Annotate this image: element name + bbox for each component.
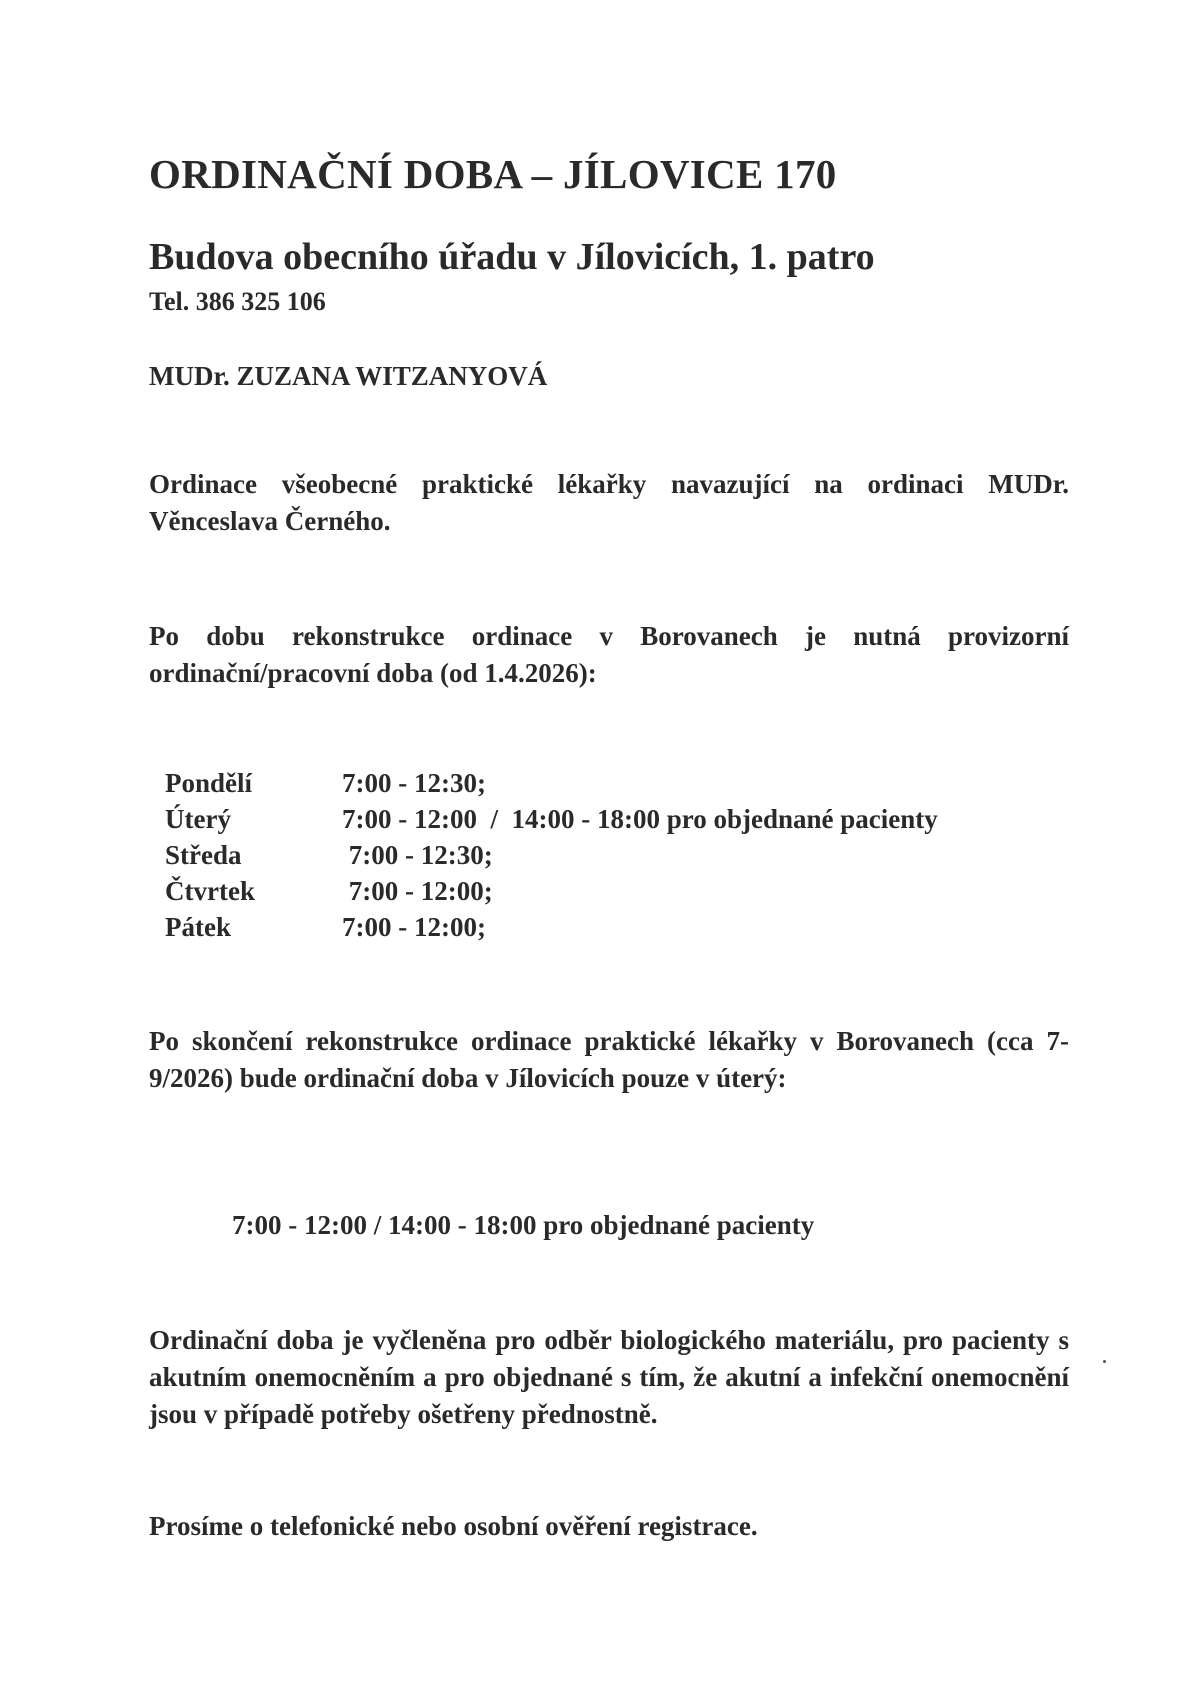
purpose-paragraph: Ordinační doba je vyčleněna pro odběr biologického materiálu, pro pacienty s akutním onemocněním a pro objednané s tím, že akutní a infekční onemocnění jsou v případě potřeby ošetřeny přednostně. bbox=[149, 1325, 1069, 1429]
schedule-day: Středa bbox=[165, 840, 242, 870]
schedule-day: Úterý bbox=[165, 804, 231, 834]
doctor-name: MUDr. ZUZANA WITZANYOVÁ bbox=[149, 361, 548, 391]
page-title: ORDINAČNÍ DOBA – JÍLOVICE 170 bbox=[149, 151, 837, 197]
schedule-row bbox=[165, 873, 1085, 909]
building-location: Budova obecního úřadu v Jílovicích, 1. patro bbox=[149, 236, 875, 278]
intro-paragraph: Ordinace všeobecné praktické lékařky navazující na ordinaci MUDr. Věnceslava Černého. bbox=[149, 469, 1069, 536]
schedule-row bbox=[165, 837, 1085, 873]
schedule-hours: 7:00 - 12:00 / 14:00 - 18:00 pro objednané pacienty bbox=[342, 804, 938, 834]
schedule-table bbox=[165, 765, 1085, 945]
tuesday-hours: 7:00 - 12:00 / 14:00 - 18:00 pro objednané pacienty bbox=[232, 1210, 815, 1240]
schedule-day: Pondělí bbox=[165, 768, 253, 798]
phone-number: Tel. 386 325 106 bbox=[149, 287, 326, 316]
schedule-hours: 7:00 - 12:00; bbox=[342, 876, 493, 906]
provisional-hours-note: Po dobu rekonstrukce ordinace v Borovanech je nutná provizorní ordinační/pracovní doba (od 1.4.2026): bbox=[149, 621, 1069, 688]
schedule-hours: 7:00 - 12:30; bbox=[342, 768, 486, 798]
schedule-row bbox=[165, 765, 1085, 801]
scan-speck bbox=[1103, 1360, 1106, 1363]
schedule-row bbox=[165, 801, 1085, 837]
after-reconstruction-note: Po skončení rekonstrukce ordinace praktické lékařky v Borovanech (cca 7-9/2026) bude ordinační doba v Jílovicích pouze v úterý: bbox=[149, 1026, 1069, 1093]
schedule-hours: 7:00 - 12:30; bbox=[342, 840, 493, 870]
schedule-row bbox=[165, 909, 1085, 945]
closing-line: Prosíme o telefonické nebo osobní ověření registrace. bbox=[149, 1511, 758, 1541]
schedule-day: Čtvrtek bbox=[165, 876, 255, 906]
schedule-day: Pátek bbox=[165, 912, 231, 942]
schedule-hours: 7:00 - 12:00; bbox=[342, 912, 486, 942]
